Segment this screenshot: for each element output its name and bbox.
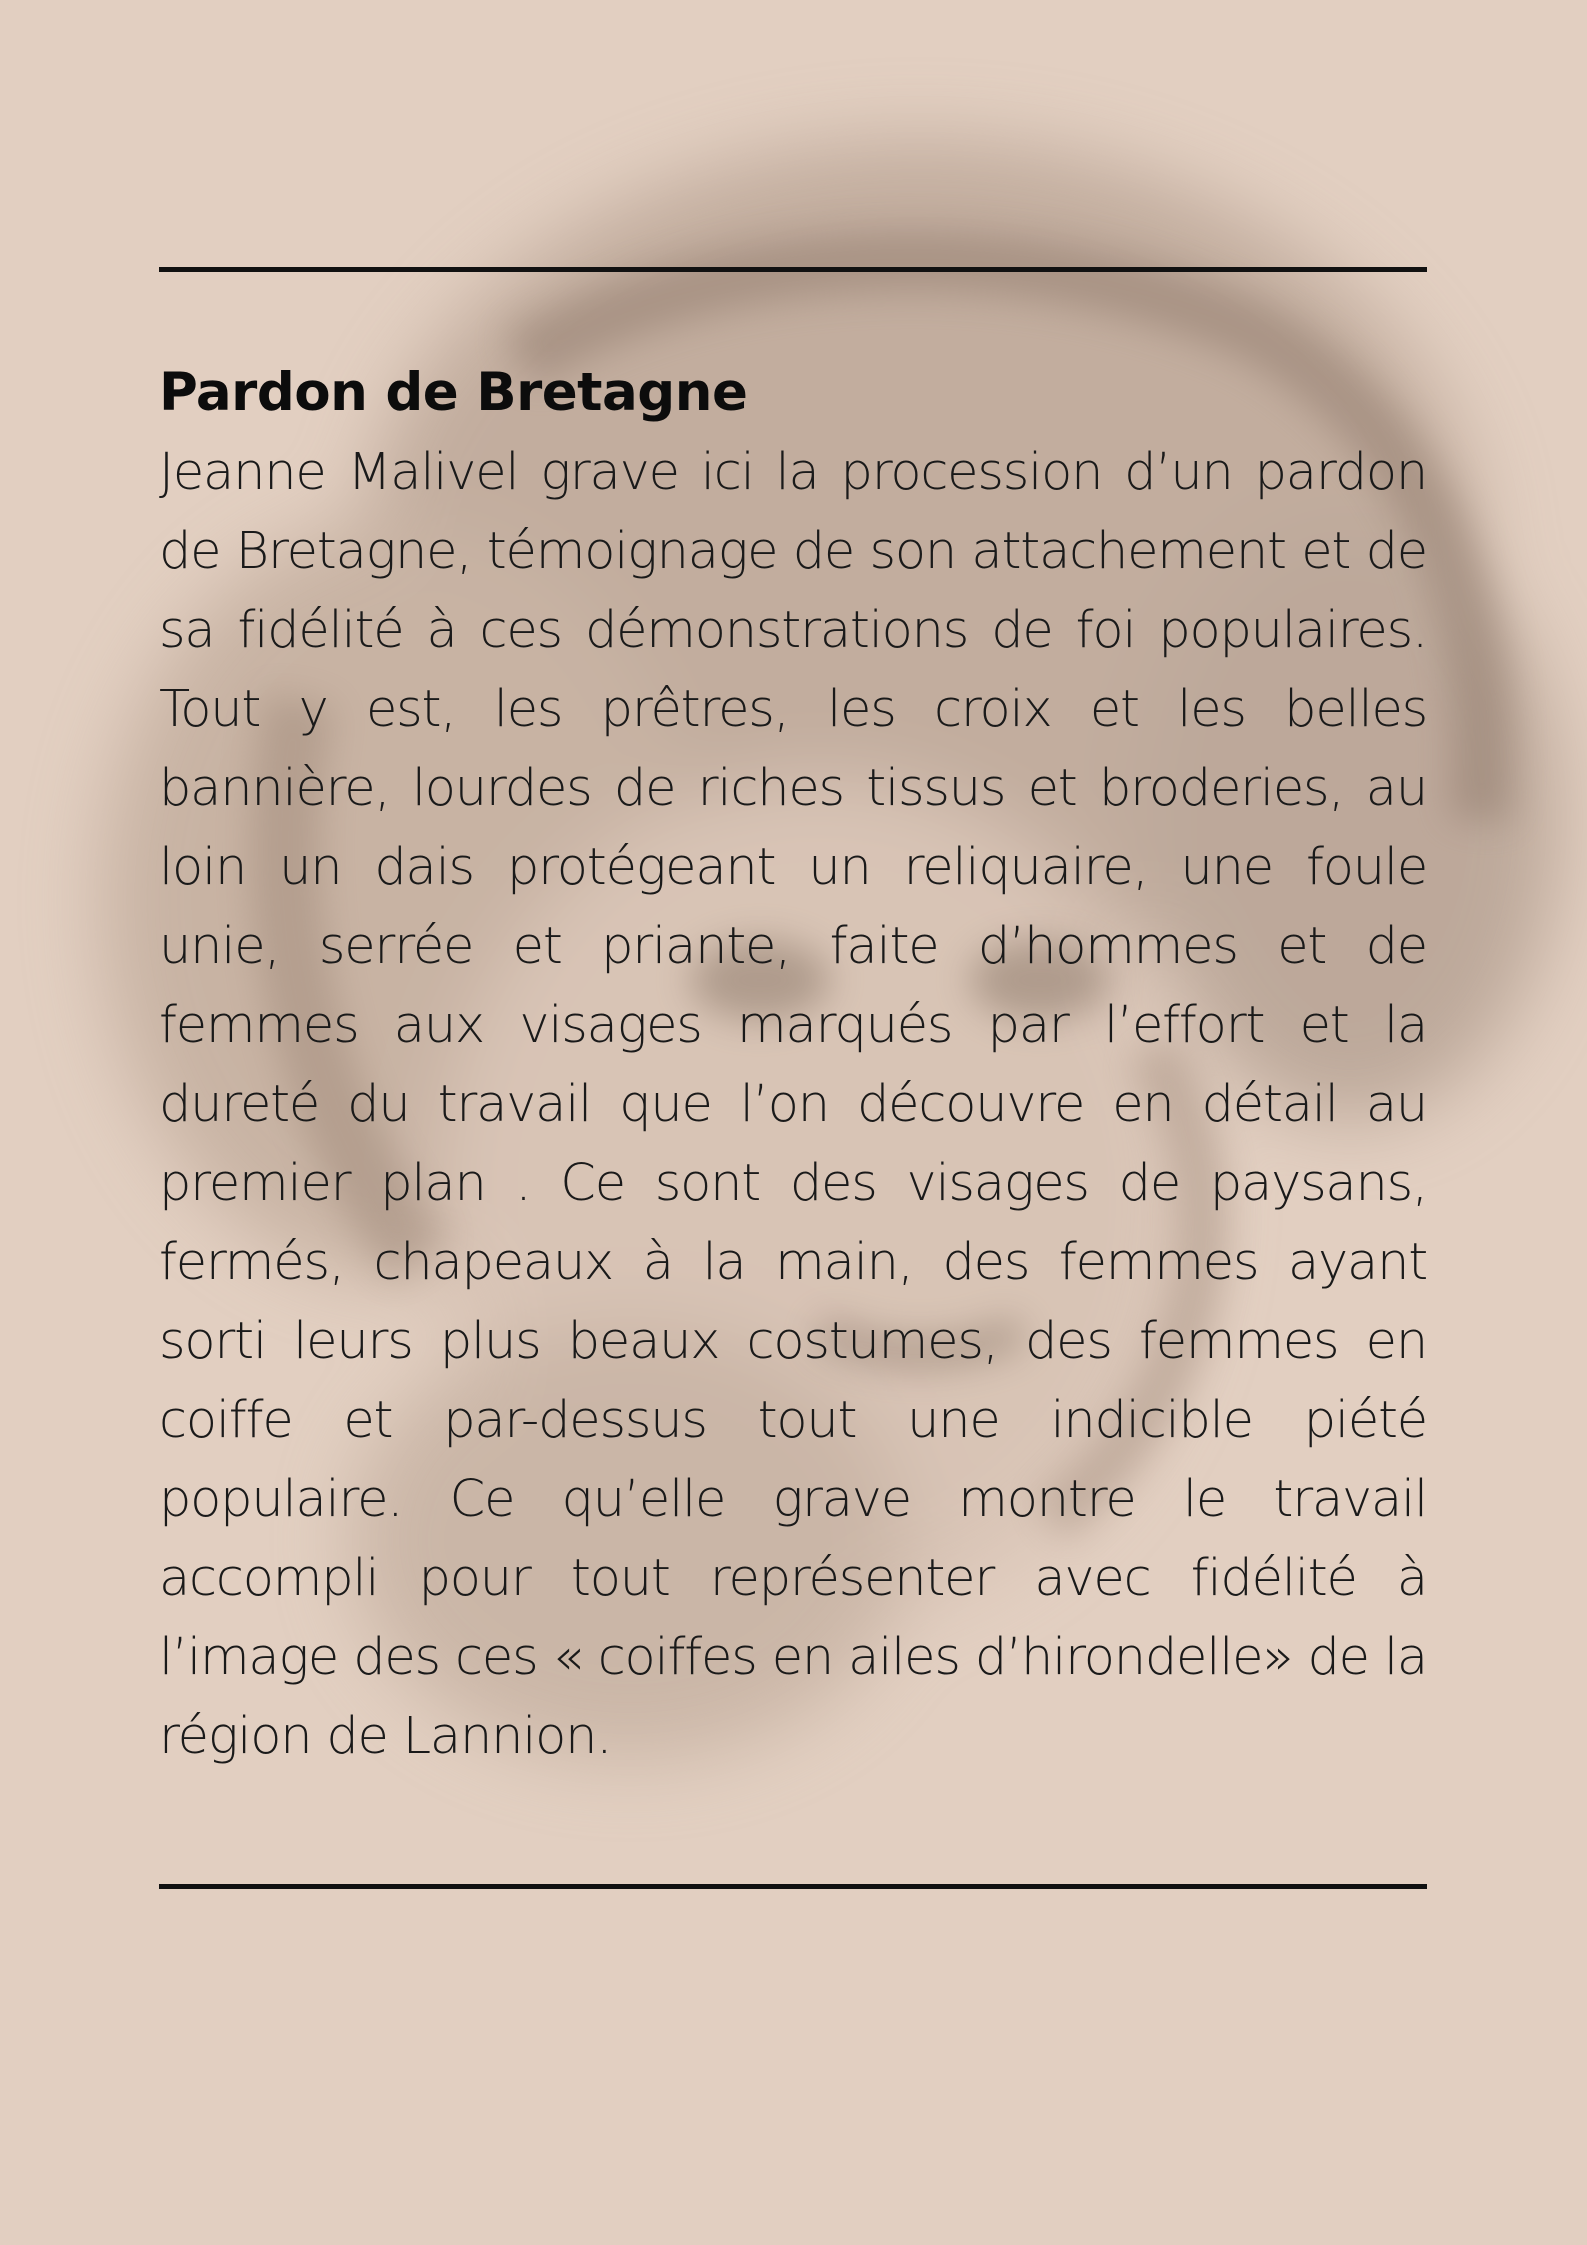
document-title: Pardon de Bretagne	[159, 362, 748, 423]
text-block	[159, 355, 1427, 1776]
bottom-divider	[159, 1884, 1427, 1889]
top-divider	[159, 267, 1427, 272]
document-body: Jeanne Malivel grave ici la procession d’un pardon de Bretagne, témoignage de son attachement et de sa fidélité à ces démonstrations de foi populaires. Tout y est, les prêtres, les croix et les belles bannière, lourdes de riches tissus et broderies, au loin un dais protégeant un reliquaire, une foule unie, serrée et priante, faite d’hommes et de femmes aux visages marqués par l’effort et la dureté du travail que l’on découvre en détail au premier plan . Ce sont des visages de paysans, fermés, chapeaux à la main, des femmes ayant sorti leurs plus beaux costumes, des femmes en coiffe et par-dessus tout une indicible piété populaire. Ce qu’elle grave montre le travail accompli pour tout représenter avec fidélité à l’image des ces « coiffes en ailes d’hirondelle» de la région de Lannion.	[159, 443, 1427, 1766]
